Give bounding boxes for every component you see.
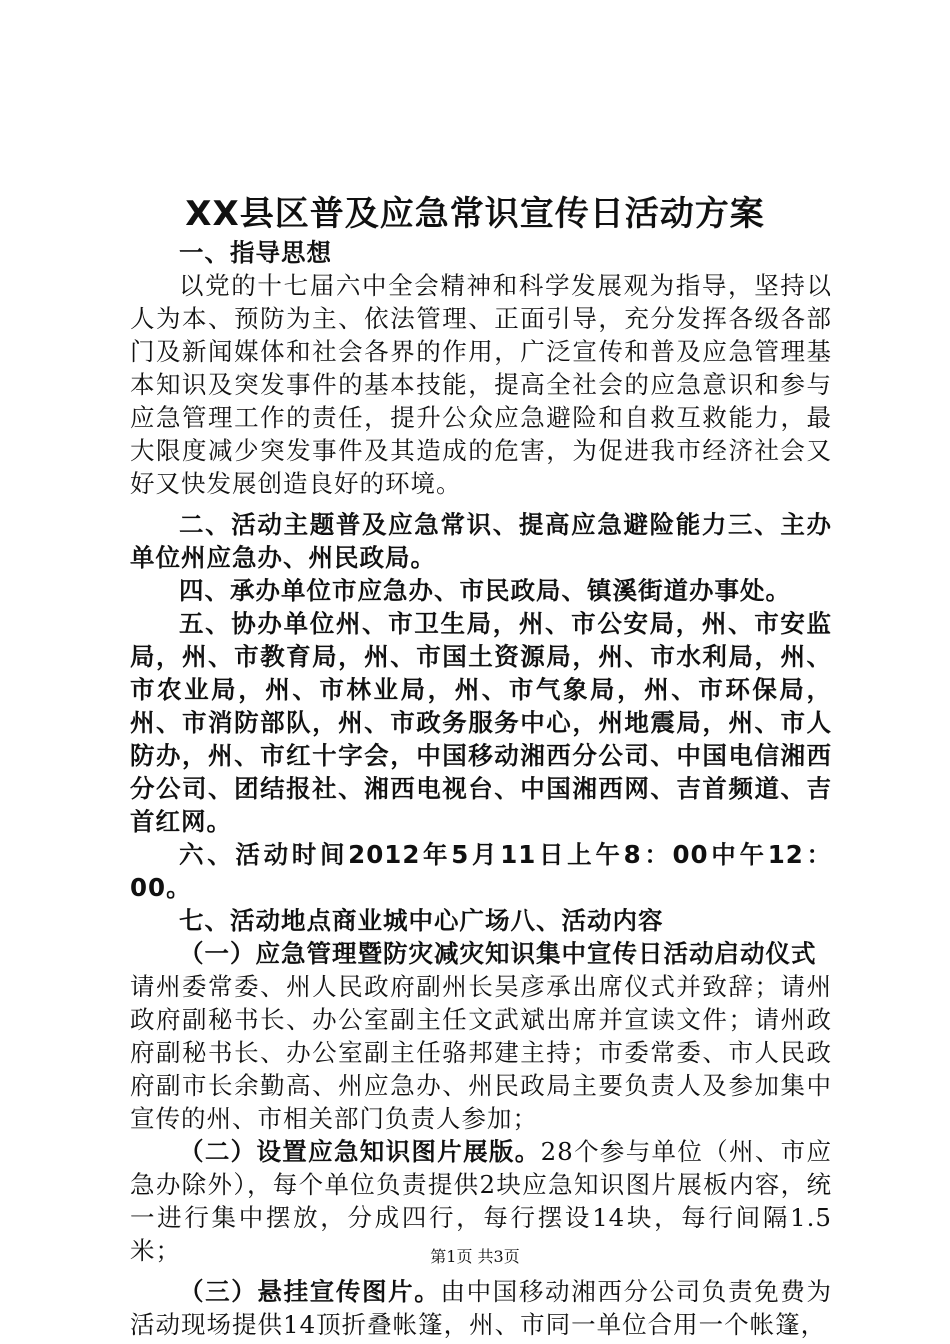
page-footer: 第1页 共3页 bbox=[430, 1247, 520, 1266]
section-6-text: 六、活动时间2012年5月11日上午8：00中午12：00。 bbox=[130, 840, 832, 902]
section-7-8-text: 七、活动地点商业城中心广场八、活动内容 bbox=[179, 906, 664, 935]
section-2-3-text: 二、活动主题普及应急常识、提高应急避险能力三、主办单位州应急办、州民政局。 bbox=[130, 510, 832, 572]
item-2-body: 28个参与单位（州、市应急办除外），每个单位负责提供2块应急知识图片展板内容，统一进行集中摆放，分成四行，每行摆设14块，每行间隔1.5米； bbox=[130, 1137, 832, 1265]
item-2-heading: （二）设置应急知识图片展版。 bbox=[179, 1137, 541, 1166]
item-3-heading: （三）悬挂宣传图片。 bbox=[179, 1277, 441, 1306]
item-3-body: 由中国移动湘西分公司负责免费为活动现场提供14顶折叠帐篷，州、市同一单位合用一个帐篷， bbox=[130, 1277, 833, 1339]
section-5-text: 五、协办单位州、市卫生局，州、市公安局，州、市安监局，州、市教育局，州、市国土资源局，州、市水利局，州、市农业局，州、市林业局，州、市气象局，州、市环保局，州、市消防部队，州、市政务服务中心，州地震局，州、市人防办，州、市红十字会，中国移动湘西分公司、中国电信湘西分公司、团结报社、湘西电视台、中国湘西网、吉首频道、吉首红网。 bbox=[130, 609, 832, 836]
section-1-heading: 一、指导思想 bbox=[179, 238, 332, 267]
item-3-paragraph bbox=[130, 1275, 832, 1341]
item-1-body: 请州委常委、州人民政府副州长吴彦承出席仪式并致辞；请州政府副秘书长、办公室副主任文武斌出席并宣读文件；请州政府副秘书长、办公室副主任骆邦建主持；市委常委、市人民政府副市长余勤高、州应急办、州民政局主要负责人及参加集中宣传的州、市相关部门负责人参加； bbox=[130, 972, 832, 1133]
section-1-body: 以党的十七届六中全会精神和科学发展观为指导，坚持以人为本、预防为主、依法管理、正面引导，充分发挥各级各部门及新闻媒体和社会各界的作用，广泛宣传和普及应急管理基本知识及突发事件的基本技能，提高全社会的应急意识和参与应急管理工作的责任，提升公众应急避险和自救互救能力，最大限度减少突发事件及其造成的危害，为促进我市经济社会又好又快发展创造良好的环境。 bbox=[130, 271, 832, 498]
document-title: XX县区普及应急常识宣传日活动方案 bbox=[185, 194, 765, 234]
item-1-heading: （一）应急管理暨防灾减灾知识集中宣传日活动启动仪式 bbox=[179, 939, 817, 968]
section-4-text: 四、承办单位市应急办、市民政局、镇溪街道办事处。 bbox=[179, 576, 791, 605]
document-body bbox=[130, 236, 832, 1341]
